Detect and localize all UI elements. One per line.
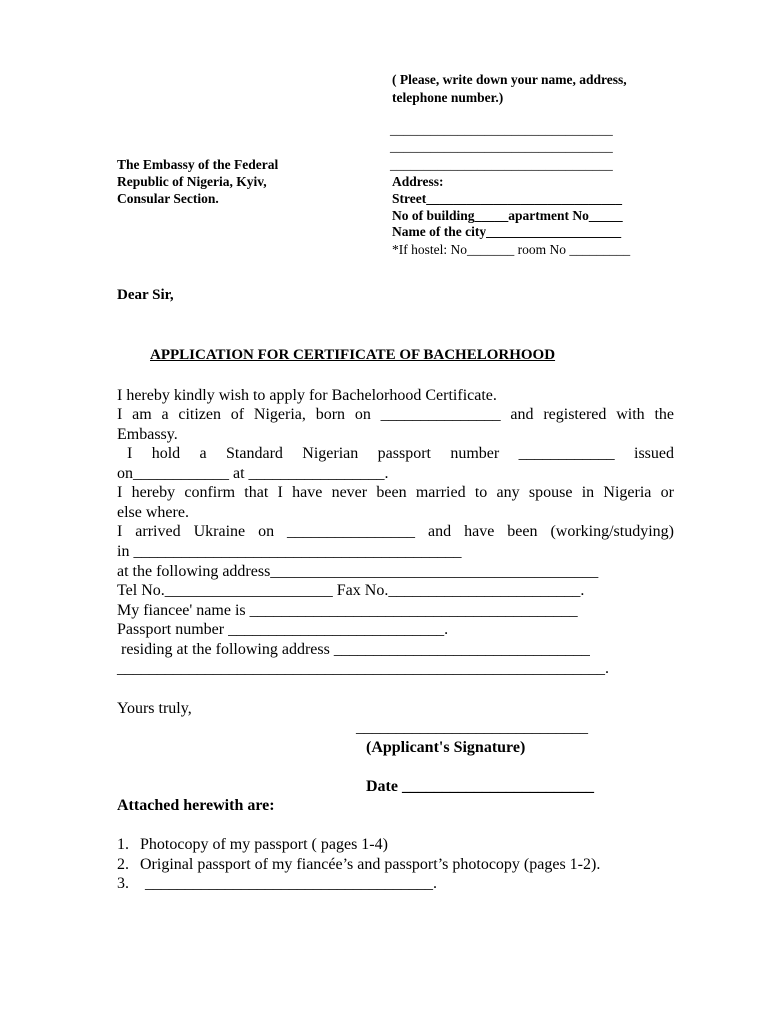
body-line-2[interactable]: I am a citizen of Nigeria, born on _______________ and registered with the bbox=[117, 406, 674, 423]
attachment-num-3: 3. bbox=[117, 875, 129, 892]
street-field[interactable]: Street_____________________________ bbox=[392, 191, 622, 206]
body-line-6: I hereby confirm that I have never been married to any spouse in Nigeria or bbox=[117, 484, 674, 501]
body-line-13[interactable]: Passport number ___________________________. bbox=[117, 621, 449, 638]
name-blank-line[interactable]: _________________________________ bbox=[390, 122, 613, 137]
closing: Yours truly, bbox=[117, 700, 192, 717]
recipient-line3: Consular Section. bbox=[117, 191, 219, 206]
body-line-8[interactable]: I arrived Ukraine on ________________ and have been (working/studying) bbox=[117, 523, 674, 540]
address-label: Address: bbox=[392, 174, 444, 189]
recipient-line1: The Embassy of the Federal bbox=[117, 157, 279, 172]
city-field[interactable]: Name of the city____________________ bbox=[392, 224, 622, 239]
attachment-num-1: 1. bbox=[117, 836, 129, 853]
body-line-15[interactable]: _____________________________________________________________. bbox=[117, 660, 609, 677]
body-line-4[interactable]: I hold a Standard Nigerian passport number ____________ issued bbox=[127, 445, 674, 462]
attachments-heading: Attached herewith are: bbox=[117, 797, 275, 814]
recipient-line2: Republic of Nigeria, Kyiv, bbox=[117, 174, 267, 189]
attachment-item-1: Photocopy of my passport ( pages 1-4) bbox=[140, 836, 388, 853]
body-line-14[interactable]: residing at the following address ________________________________ bbox=[121, 641, 590, 658]
salutation: Dear Sir, bbox=[117, 287, 174, 303]
body-line-10[interactable]: at the following address_________________________________________ bbox=[117, 563, 599, 580]
signature-line[interactable]: _____________________________ bbox=[356, 719, 588, 736]
instruction-note-line1: ( Please, write down your name, address, bbox=[392, 72, 627, 87]
attachment-item-3[interactable]: ____________________________________. bbox=[145, 875, 437, 892]
attachment-num-2: 2. bbox=[117, 856, 129, 873]
body-line-7: else where. bbox=[117, 504, 189, 521]
body-line-1: I hereby kindly wish to apply for Bachelorhood Certificate. bbox=[117, 387, 497, 404]
instruction-note-line2: telephone number.) bbox=[392, 90, 504, 105]
building-apartment-field[interactable]: No of building_____apartment No_____ bbox=[392, 208, 623, 223]
name-blank-line-2[interactable]: _________________________________ bbox=[390, 139, 613, 154]
phone-blank-line[interactable]: _________________________________ bbox=[390, 157, 613, 172]
document-title: APPLICATION FOR CERTIFICATE OF BACHELORHOOD bbox=[150, 347, 556, 363]
signature-label: (Applicant's Signature) bbox=[366, 739, 526, 756]
body-line-9[interactable]: in _________________________________________ bbox=[117, 543, 462, 560]
date-field[interactable]: Date ________________________ bbox=[366, 778, 594, 795]
body-line-12[interactable]: My fiancee' name is _________________________________________ bbox=[117, 602, 578, 619]
body-line-11[interactable]: Tel No._____________________ Fax No.________________________. bbox=[117, 582, 585, 599]
hostel-field[interactable]: *If hostel: No_______ room No _________ bbox=[392, 242, 631, 257]
body-line-5[interactable]: on____________ at _________________. bbox=[117, 465, 389, 482]
attachment-item-2: Original passport of my fiancée’s and passport’s photocopy (pages 1-2). bbox=[140, 856, 601, 873]
body-line-3: Embassy. bbox=[117, 426, 178, 443]
